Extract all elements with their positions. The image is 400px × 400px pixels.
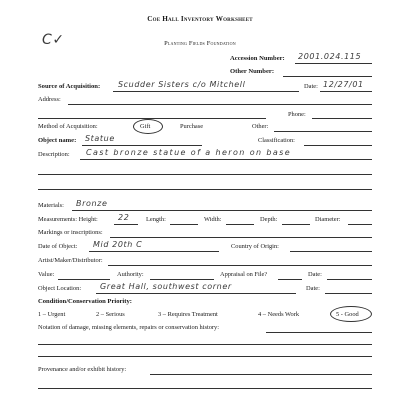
materials-line xyxy=(72,210,372,211)
condition-heading: Condition/Conservation Priority: xyxy=(38,298,132,305)
materials-value[interactable]: Bronze xyxy=(76,199,108,208)
location-value[interactable]: Great Hall, southwest corner xyxy=(100,282,232,291)
appraisal-date-label: Date: xyxy=(308,271,322,278)
gift-option[interactable]: Gift xyxy=(140,123,151,130)
artist-line[interactable] xyxy=(108,265,372,266)
object-name-line xyxy=(82,145,202,146)
depth-line[interactable] xyxy=(282,224,310,225)
form-subtitle: Planting Fields Foundation xyxy=(164,40,236,47)
form-title: Coe Hall Inventory Worksheet xyxy=(147,15,253,23)
source-label: Source of Acquisition: xyxy=(38,83,101,90)
country-label: Country of Origin: xyxy=(231,243,279,250)
artist-label: Artist/Maker/Distributor: xyxy=(38,257,103,264)
date-value[interactable]: 12/27/01 xyxy=(323,80,364,89)
width-label: Width: xyxy=(204,216,222,223)
location-label: Object Location: xyxy=(38,285,82,292)
description-label: Description: xyxy=(38,151,70,158)
provenance-label: Provenance and/or exhibit history: xyxy=(38,366,127,373)
authority-label: Authority: xyxy=(117,271,144,278)
condition-option-5[interactable]: 5 - Good xyxy=(336,311,359,318)
accession-value[interactable]: 2001.024.115 xyxy=(298,52,362,61)
measurements-label: Measurements: Height: xyxy=(38,216,98,223)
other-number-label: Other Number: xyxy=(230,68,275,75)
description-line-1 xyxy=(80,159,372,160)
description-line-3[interactable] xyxy=(38,189,372,190)
classification-label: Classification: xyxy=(258,137,295,144)
materials-label: Materials: xyxy=(38,202,64,209)
provenance-line-1[interactable] xyxy=(150,374,372,375)
notation-line-1[interactable] xyxy=(266,332,372,333)
notation-line-3[interactable] xyxy=(38,356,372,357)
method-label: Method of Acquisition: xyxy=(38,123,98,130)
diameter-label: Diameter: xyxy=(315,216,341,223)
markings-label: Markings or inscriptions: xyxy=(38,229,103,236)
accession-line xyxy=(295,63,372,64)
other-method-line[interactable] xyxy=(274,131,372,132)
date-of-object-value[interactable]: Mid 20th C xyxy=(93,240,143,249)
other-number-line[interactable] xyxy=(283,76,372,77)
height-value[interactable]: 22 xyxy=(118,213,130,222)
depth-label: Depth: xyxy=(260,216,278,223)
provenance-line-2[interactable] xyxy=(38,388,372,389)
accession-label: Accession Number: xyxy=(230,55,285,62)
date-label: Date: xyxy=(304,83,318,90)
diameter-line[interactable] xyxy=(348,224,372,225)
date-line xyxy=(320,91,372,92)
width-line[interactable] xyxy=(226,224,254,225)
object-name-label: Object name: xyxy=(38,137,77,144)
source-value[interactable]: Scudder Sisters c/o Mitchell xyxy=(118,80,246,89)
description-line-2[interactable] xyxy=(38,174,372,175)
object-name-value[interactable]: Statue xyxy=(85,134,115,143)
authority-line[interactable] xyxy=(150,279,214,280)
phone-label: Phone: xyxy=(288,111,306,118)
other-method-label: Other: xyxy=(252,123,269,130)
phone-line[interactable] xyxy=(312,118,372,119)
markings-line[interactable] xyxy=(110,237,372,238)
condition-option-1[interactable]: 1 – Urgent xyxy=(38,311,66,318)
height-line xyxy=(114,224,138,225)
appraisal-line[interactable] xyxy=(278,279,302,280)
condition-option-3[interactable]: 3 – Requires Treatment xyxy=(158,311,218,318)
location-line xyxy=(96,293,296,294)
notation-line-2[interactable] xyxy=(38,344,372,345)
length-label: Length: xyxy=(146,216,166,223)
appraisal-label: Appraisal on File? xyxy=(220,271,268,278)
notation-label: Notation of damage, missing elements, repairs or conservation history: xyxy=(38,324,220,331)
length-line[interactable] xyxy=(170,224,198,225)
classification-line[interactable] xyxy=(304,145,372,146)
purchase-option[interactable]: Purchase xyxy=(180,123,204,130)
description-value[interactable]: Cast bronze statue of a heron on base xyxy=(86,148,292,157)
condition-option-2[interactable]: 2 – Serious xyxy=(96,311,125,318)
address-label: Address: xyxy=(38,96,61,103)
country-line[interactable] xyxy=(290,251,372,252)
corner-check-mark: C✓ xyxy=(42,32,65,48)
value-label: Value: xyxy=(38,271,55,278)
address-line-1[interactable] xyxy=(68,104,372,105)
location-date-line[interactable] xyxy=(325,293,372,294)
condition-option-4[interactable]: 4 – Needs Work xyxy=(258,311,300,318)
location-date-label: Date: xyxy=(306,285,320,292)
appraisal-date-line[interactable] xyxy=(327,279,372,280)
value-line[interactable] xyxy=(58,279,110,280)
date-of-object-label: Date of Object: xyxy=(38,243,78,250)
source-line xyxy=(113,91,299,92)
date-of-object-line xyxy=(89,251,219,252)
